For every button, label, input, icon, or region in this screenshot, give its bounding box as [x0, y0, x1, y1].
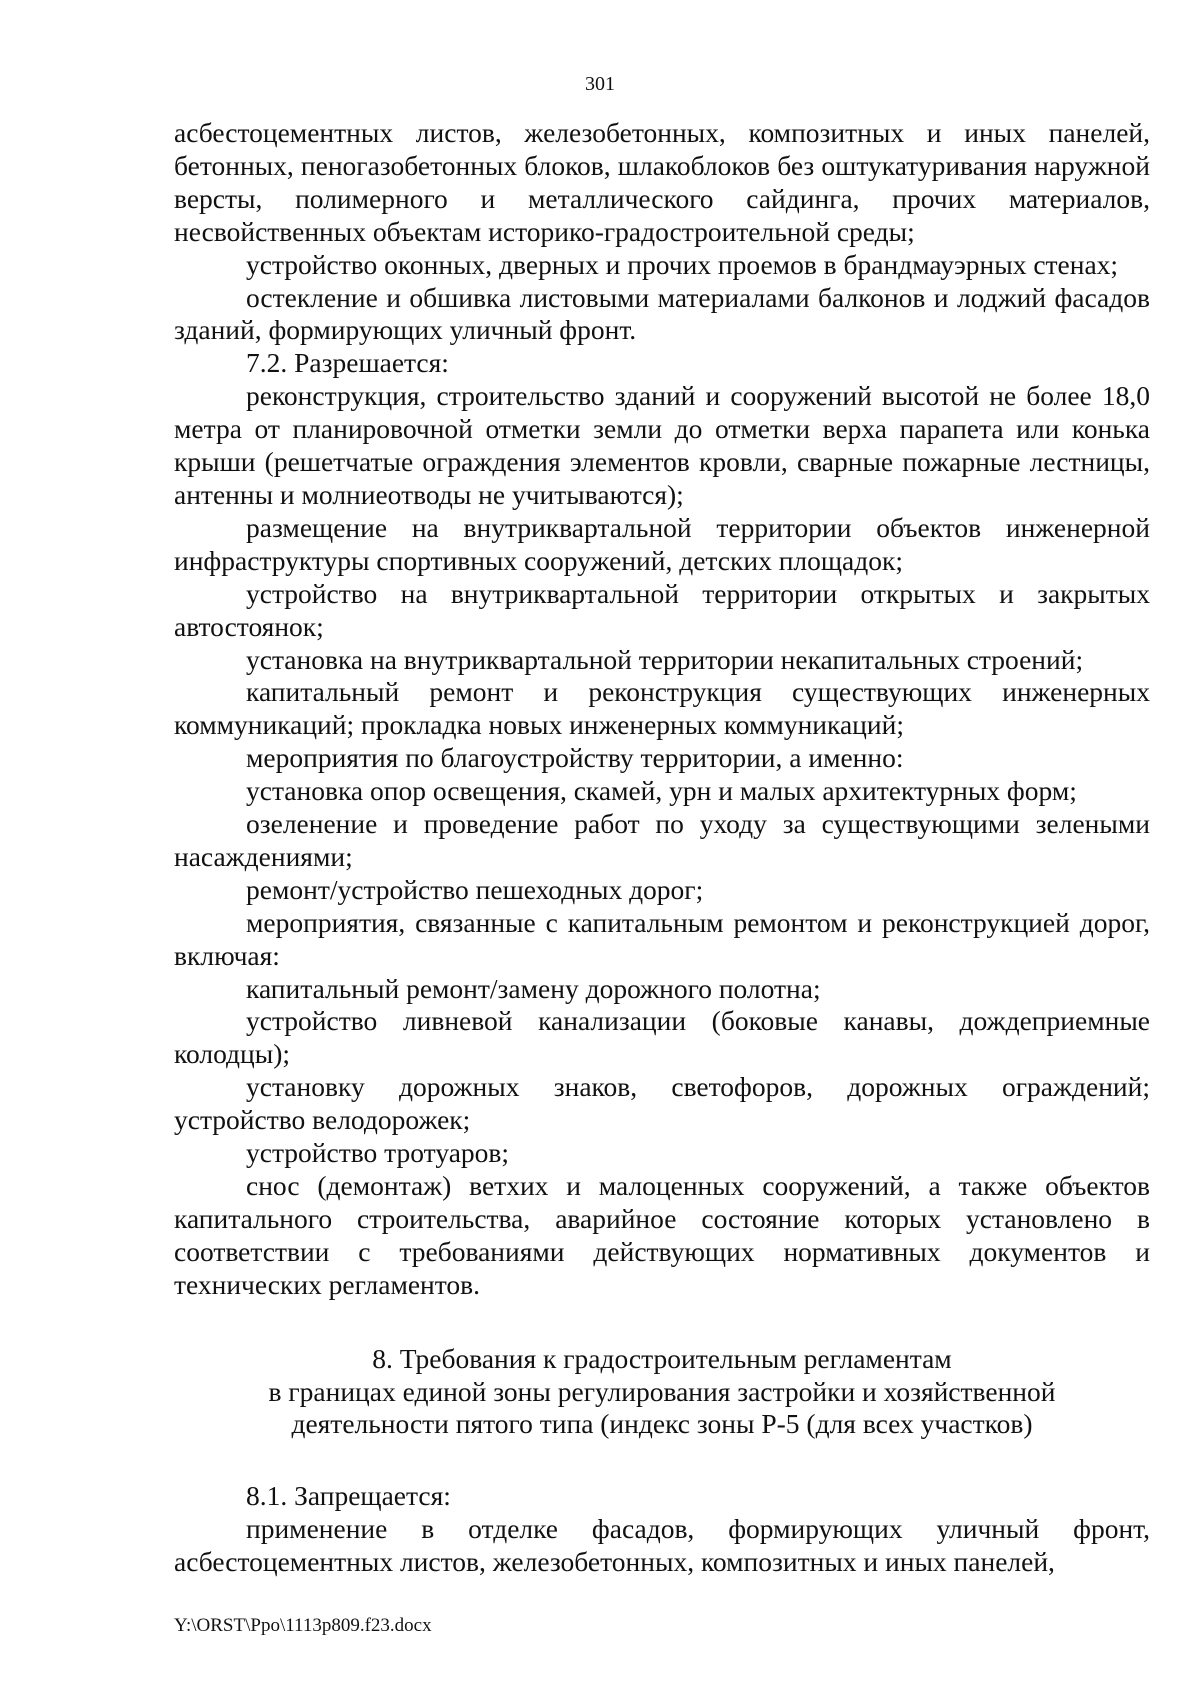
paragraph: установка опор освещения, скамей, урн и малых архитектурных форм;	[246, 775, 1077, 807]
document-body	[174, 117, 1150, 1579]
paragraph: устройство тротуаров;	[246, 1137, 510, 1169]
paragraph: размещение на внутриквартальной территории объектов инженерной инфраструктуры спортивных сооружений, детских площадок;	[174, 511, 1150, 576]
paragraph: асбестоцементных листов, железобетонных, композитных и иных панелей, бетонных, пеногазобетонных блоков, шлакоблоков без оштукатуривания наружной версты, полимерного и металлического сайдинга, прочих материалов, несвойственных объектам историко-градостроительной среды;	[174, 117, 1150, 247]
paragraph: установка на внутриквартальной территории некапитальных строений;	[246, 643, 1084, 675]
page-number: 301	[585, 73, 615, 95]
paragraph: остекление и обшивка листовыми материалами балконов и лоджий фасадов зданий, формирующих уличный фронт.	[174, 281, 1150, 346]
paragraph: реконструкция, строительство зданий и сооружений высотой не более 18,0 метра от планировочной отметки земли до отметки верха парапета или конька крыши (решетчатые ограждения элементов кровли, сварные пожарные лестницы, антенны и молниеотводы не учитываются);	[174, 380, 1150, 510]
paragraph: ремонт/устройство пешеходных дорог;	[246, 873, 704, 905]
paragraph: озеленение и проведение работ по уходу за существующими зелеными насаждениями;	[174, 808, 1150, 872]
paragraph: устройство на внутриквартальной территории открытых и закрытых автостоянок;	[174, 577, 1150, 642]
paragraphs-bottom	[174, 1480, 1150, 1579]
paragraph: капитальный ремонт и реконструкция существующих инженерных коммуникаций; прокладка новых инженерных коммуникаций;	[174, 676, 1150, 741]
paragraph: 8.1. Запрещается:	[246, 1480, 451, 1512]
section-heading	[174, 1343, 1150, 1442]
section-heading-line-1: 8. Требования к градостроительным регламентам	[372, 1342, 952, 1374]
section-heading-line-3: деятельности пятого типа (индекс зоны Р-5 (для всех участков)	[291, 1408, 1033, 1440]
paragraph: снос (демонтаж) ветхих и малоценных сооружений, а также объектов капитального строительства, аварийное состояние которых установлено в соответствии с требованиями действующих нормативных документов и технических регламентов.	[174, 1170, 1150, 1300]
paragraph: устройство оконных, дверных и прочих проемов в брандмауэрных стенах;	[246, 248, 1119, 280]
paragraph: 7.2. Разрешается:	[246, 347, 449, 379]
paragraph: установку дорожных знаков, светофоров, дорожных ограждений; устройство велодорожек;	[174, 1071, 1150, 1136]
section-heading-line-2: в границах единой зоны регулирования застройки и хозяйственной	[268, 1375, 1056, 1407]
paragraph: мероприятия, связанные с капитальным ремонтом и реконструкцией дорог, включая:	[174, 906, 1150, 971]
paragraph: применение в отделке фасадов, формирующих уличный фронт, асбестоцементных листов, железобетонных, композитных и иных панелей,	[174, 1513, 1150, 1578]
file-path-footer: Y:\ORST\Ppo\1113p809.f23.docx	[174, 1615, 432, 1636]
paragraphs-top	[174, 117, 1150, 1302]
paragraph: капитальный ремонт/замену дорожного полотна;	[246, 972, 821, 1004]
paragraph: мероприятия по благоустройству территории, а именно:	[246, 742, 904, 774]
paragraph: устройство ливневой канализации (боковые канавы, дождеприемные колодцы);	[174, 1005, 1150, 1070]
